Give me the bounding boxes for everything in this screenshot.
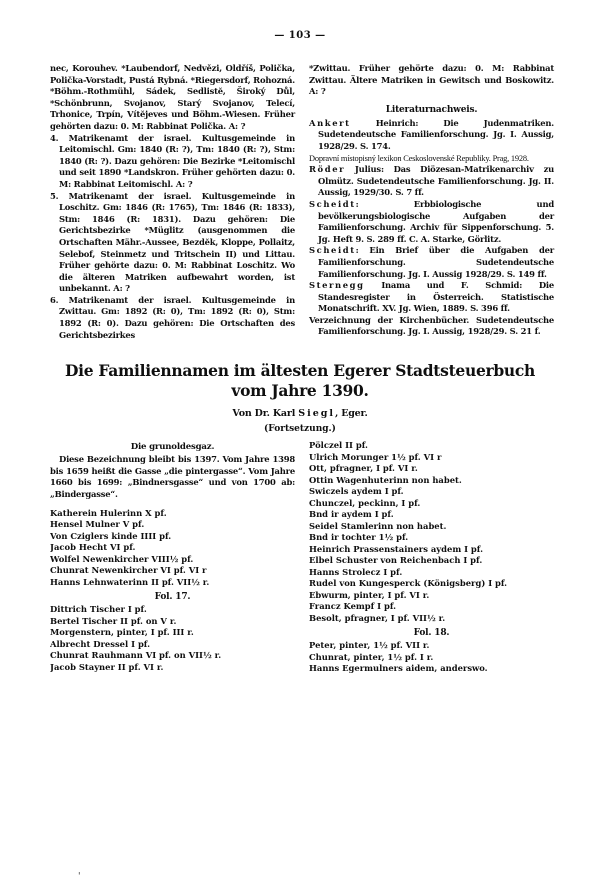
list-item: Jacob Stayner II pf. VI r. — [50, 661, 164, 672]
entry-text: Gm: 1840 (R: ?), Tm: 1840 (R: ?), Stm: 1840 (R: ?). Dazu gehören: Die Bezirke *Leitomischl und seit 1890 *Landskron. Früher gehörten dazu: 0. M: Rabbinat Leitomischl. A: ? — [59, 144, 295, 189]
article-title-line2: vom Jahre 1390. — [231, 381, 369, 401]
right-column — [309, 63, 554, 341]
names-left-column — [50, 440, 295, 675]
list-item: Hensel Mulner V pf. — [50, 519, 145, 530]
spacer — [50, 501, 295, 508]
list-item: Elbel Schuster von Reichenbach I pf. — [309, 555, 483, 566]
entry-heading: Matrikenamt der israel. Kultusgemeinde in Loschitz. — [59, 190, 295, 213]
byline-place: , Eger. — [334, 408, 368, 420]
matrikenamt-entry — [50, 295, 295, 341]
list-item: Hanns Lehnwaterinn II pf. VII½ r. — [50, 576, 210, 587]
list-item: Bnd ir tochter 1½ pf. — [309, 532, 409, 543]
names-right-column — [309, 440, 554, 675]
list-item: Swiczels aydem I pf. — [309, 486, 404, 497]
entry-heading: Matrikenamt der israel. Kultusgemeinde in Zwittau. — [59, 294, 295, 317]
bibliography-text: Verzeichnung der Kirchenbücher. Sudetendeutsche Familienforschung. Jg. I. Aussig, 1928/29. S. 21 f. — [309, 314, 554, 337]
list-item: Pölczel II pf. — [309, 440, 368, 451]
list-item: Wolfel Newenkircher VIII½ pf. — [50, 553, 194, 564]
bibliography-item — [309, 315, 554, 338]
list-item: Von Cziglers kinde IIII pf. — [50, 530, 172, 541]
bibliography-author: Scheidt — [309, 245, 356, 256]
list-item: Peter, pinter, 1½ pf. VII r. — [309, 640, 430, 651]
matrikenamt-entry — [50, 133, 295, 191]
list-item: Dittrich Tischer I pf. — [50, 604, 147, 615]
byline-lastname: Siegl — [298, 408, 335, 420]
bibliography-item — [309, 164, 554, 199]
byline-title: Dr. — [254, 408, 270, 420]
list-item: Bnd ir aydem I pf. — [309, 509, 394, 520]
entry-text: Gm: 1846 (R: 1765), Tm: 1846 (R: 1833), Stm: 1846 (R: 1831). Dazu gehören: Die Gerichtsbezirke *Müglitz (ausgenommen die Ortschaften Mähr.-Aussee, Bezdĕk, Kloppe, Pollaitz, Selebof, Steinmetz und Tritschein II) und Littau. Früher gehörte dazu: 0. M: Rabbinat Loschitz. Wo die älteren Matriken aufbewahrt worden, ist unbekannt. A: ? — [59, 202, 295, 294]
continued-zwittau-paragraph: *Zwittau. Früher gehörte dazu: 0. M: Rabbinat Zwittau. Ältere Matriken in Gewitsch und Boskowitz. A: ? — [309, 63, 554, 97]
left-column — [50, 63, 295, 341]
entry-number: 6. — [50, 294, 59, 305]
bibliography-item — [309, 280, 554, 315]
list-item: Chunrat Rauhmann VI pf. on VII½ r. — [50, 650, 222, 661]
bibliography-item — [309, 118, 554, 153]
bibliography-text: Julius: Das Diözesan-Matrikenarchiv zu Olmütz. Sudetendeutsche Familienforschung. Jg. II. Aussig, 1929/30. S. 7 ff. — [318, 164, 555, 198]
bibliography-author: Ankert — [309, 117, 351, 128]
entry-number: 4. — [50, 132, 59, 143]
list-item: Ulrich Morunger 1½ pf. VI r — [309, 451, 442, 462]
folio-heading: Fol. 18. — [413, 628, 450, 639]
article-byline — [40, 408, 560, 419]
list-item: Chunczel, peckinn, I pf. — [309, 497, 421, 508]
byline-prefix: Von — [232, 408, 252, 420]
matrikenamt-entry — [50, 191, 295, 295]
bibliography-author: Sternegg — [309, 280, 365, 291]
list-item: Hanns Strolecz I pf. — [309, 566, 403, 577]
bibliography-heading: Literaturnachweis. — [385, 104, 478, 115]
list-item: Heinrich Prassenstainers aydem I pf. — [309, 543, 484, 554]
article-title-block — [0, 361, 600, 434]
bibliography-text: : Ein Brief über die Aufgaben der Familienforschung. Sudetendeutsche Familienforschung. Jg. I. Aussig 1928/29. S. 149 ff. — [318, 245, 554, 279]
names-list — [50, 508, 295, 589]
entry-text: Gm: 1892 (R: 0), Tm: 1892 (R: 0), Stm: 1892 (R: 0). Dazu gehören: Die Ortschaften des Gerichtsbezirkes — [59, 306, 295, 340]
bibliography-text: Inama und F. Schmid: Die Standesregister in Österreich. Statistische Monatschrift. XV. Jg. Wien, 1889. S. 396 ff. — [318, 280, 555, 314]
list-item: Ebwurm, pinter, I pf. VI r. — [309, 589, 430, 600]
article-title — [40, 361, 560, 401]
top-two-column-section — [0, 63, 600, 341]
street-section-heading: Die grunoldesgaz. — [130, 442, 215, 453]
page-folio: — 103 — — [274, 30, 326, 41]
list-item: Morgenstern, pinter, I pf. III r. — [50, 627, 194, 638]
bibliography-item — [309, 153, 554, 165]
list-item: Chunrat, pinter, 1½ pf. I r. — [309, 651, 434, 662]
bibliography-text: Dopravní místopisný lexikon Ceskoslovenské Republiky. Prag, 1928. — [309, 153, 529, 163]
list-item: Besolt, pfragner, I pf. VII½ r. — [309, 612, 446, 623]
names-list — [50, 604, 295, 673]
entry-number: 5. — [50, 190, 59, 201]
bibliography-text: : Erbbiologische und bevölkerungsbiologische Aufgaben der Familienforschung. Archiv für Sippenforschung. 5. Jg. Heft 9. S. 289 ff. C. A. Starke, Görlitz. — [318, 198, 554, 244]
list-item: Ott, pfragner, I pf. VI r. — [309, 463, 418, 474]
article-continuation-note: (Fortsetzung.) — [264, 424, 336, 435]
continued-place-list: nec, Korouhev. *Laubendorf, Nedvězi, Oldříš, Polička, Polička-Vorstadt, Pustá Rybná. *Riegersdorf, Rohozná. *Böhm.-Rothmühl, Sádek, Sedlistĕ, Široký Důl, *Schönbrunn, Svojanov, Starý Svojanov, Telecí, Trhonice, Trpín, Vítĕjeves und Böhm.-Wiesen. Früher gehörten dazu: 0. M: Rabbinat Polička. A: ? — [50, 63, 295, 131]
bibliography-item — [309, 199, 554, 245]
list-item: Jacob Hecht VI pf. — [50, 542, 136, 553]
entry-heading: Matrikenamt der israel. Kultusgemeinde in Leitomischl. — [59, 132, 295, 155]
list-item: Chunrat Newenkircher VI pf. VI r — [50, 565, 207, 576]
byline-firstname: Karl — [272, 408, 296, 420]
page-artifact-mark: ' — [78, 872, 81, 882]
list-item: Hanns Egermulners aidem, anderswo. — [309, 663, 488, 674]
list-item: Albrecht Dressel I pf. — [50, 638, 151, 649]
list-item: Katherein Hulerinn X pf. — [50, 507, 167, 518]
names-list — [309, 440, 554, 624]
street-section-paragraph: Diese Bezeichnung bleibt bis 1397. Vom Jahre 1398 bis 1659 heißt die Gasse „die pintergasse“. Vom Jahre 1660 bis 1699: „Bindnersgasse“ und von 1700 ab: „Bindergasse“. — [50, 454, 295, 500]
names-list — [309, 640, 554, 675]
bibliography-author: Röder — [309, 164, 346, 175]
bibliography-text: Heinrich: Die Judenmatriken. Sudetendeutsche Familienforschung. Jg. I. Aussig, 1928/29. S. 174. — [318, 117, 554, 151]
bibliography-item — [309, 245, 554, 280]
list-item: Bertel Tischer II pf. on V r. — [50, 615, 177, 626]
bottom-two-column-section — [0, 440, 600, 675]
folio-heading: Fol. 17. — [154, 592, 191, 603]
bibliography-author: Scheidt — [309, 198, 356, 209]
article-title-line1: Die Familiennamen im ältesten Egerer Stadtsteuerbuch — [64, 361, 536, 381]
list-item: Rudel von Kungesperck (Königsberg) I pf. — [309, 578, 508, 589]
list-item: Ottin Wagenhuterinn non habet. — [309, 474, 462, 485]
list-item: Seidel Stamlerinn non habet. — [309, 520, 447, 531]
list-item: Francz Kempf I pf. — [309, 601, 397, 612]
